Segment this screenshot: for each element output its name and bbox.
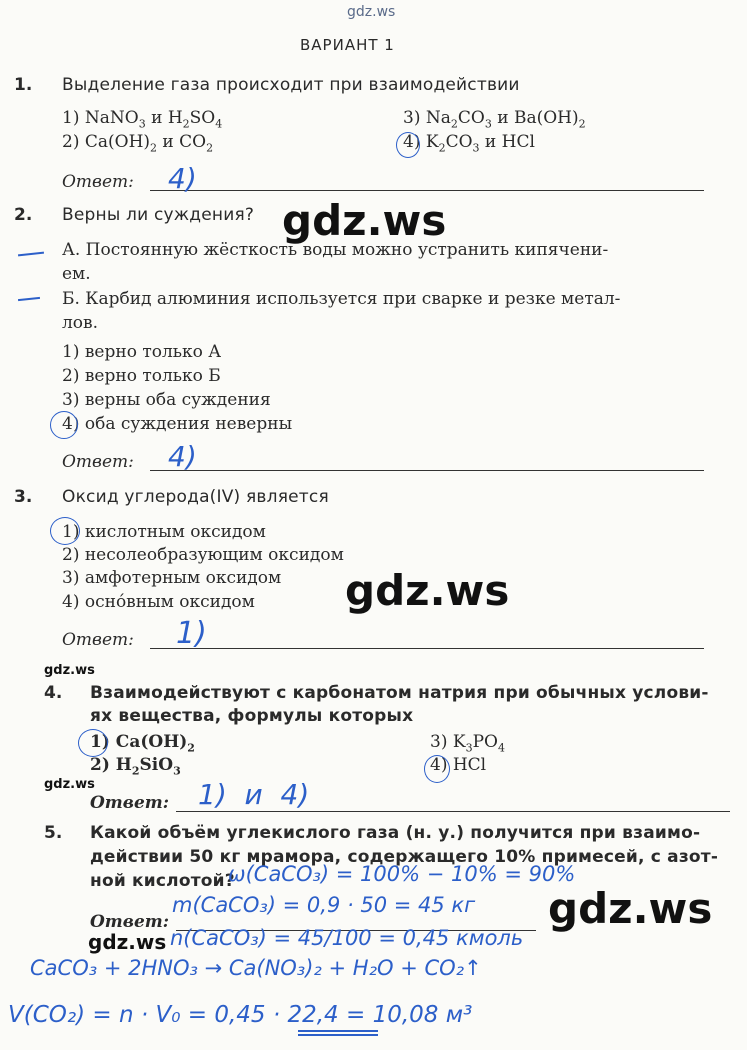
watermark-main: gdz.ws — [282, 196, 447, 245]
option-2: 2) верно только Б — [62, 366, 221, 386]
option-1: 1) кислотным оксидом — [62, 522, 266, 542]
option-2: 2) $Ca(OH)_2$ и $CO_2$ — [62, 132, 214, 155]
answer-circle — [396, 132, 420, 158]
answer-circle — [50, 517, 80, 545]
page-title: ВАРИАНТ 1 — [300, 36, 395, 54]
option-1: 1) $Ca(OH)_2$ — [90, 732, 195, 755]
question-text: Оксид углерода(IV) является — [62, 487, 329, 507]
option-1: 1) верно только А — [62, 342, 222, 362]
answer-circle — [78, 729, 108, 757]
answer-line — [176, 811, 730, 812]
answer-line — [150, 470, 704, 471]
handwritten-solution: CaCO₃ + 2HNO₃ → Ca(NO₃)₂ + H₂O + CO₂↑ — [30, 956, 482, 980]
question-text: Взаимодействуют с карбонатом натрия при обычных услови- — [90, 683, 709, 703]
option-4: 4) HCl — [430, 755, 487, 775]
answer-label: Ответ: — [90, 912, 170, 932]
check-mark — [18, 297, 40, 301]
result-underline — [298, 1030, 378, 1032]
option-3: 3) $K_3PO_4$ — [430, 732, 505, 755]
option-2: 2) $H_2SiO_3$ — [90, 755, 181, 778]
handwritten-solution: m(CaCO₃) = 0,9 · 50 = 45 кг — [172, 893, 476, 917]
question-text: ях вещества, формулы которых — [90, 706, 414, 726]
question-number: 3. — [14, 487, 33, 507]
option-4: 4) осно́вным оксидом — [62, 592, 255, 612]
answer-label: Ответ: — [62, 172, 134, 192]
option-3: 3) верны оба суждения — [62, 390, 271, 410]
statement-a: А. Постоянную жёсткость воды можно устранить кипячени- — [62, 240, 609, 260]
handwritten-solution: V(CO₂) = n · V₀ = 0,45 · 22,4 = 10,08 м³ — [8, 1002, 473, 1028]
watermark-top: gdz.ws — [347, 4, 396, 20]
answer-line — [150, 190, 704, 191]
handwritten-solution: ω(CaCO₃) = 100% − 10% = 90% — [228, 862, 576, 886]
question-text: Выделение газа происходит при взаимодействии — [62, 75, 520, 95]
question-number: 5. — [44, 823, 63, 843]
question-text: Какой объём углекислого газа (н. у.) получится при взаимо- — [90, 823, 701, 843]
statement-b: Б. Карбид алюминия используется при сварке и резке метал- — [62, 289, 621, 309]
watermark-small: gdz.ws — [44, 777, 95, 792]
answer-circle — [50, 411, 78, 439]
handwritten-answer: 4) — [168, 162, 197, 195]
answer-line — [150, 648, 704, 649]
answer-label: Ответ: — [62, 630, 134, 650]
statement-a: ем. — [62, 264, 91, 284]
option-1: 1) NaNO$_3$ и $H_2SO_4$ — [62, 108, 223, 131]
handwritten-answer: 1) — [176, 616, 207, 651]
watermark-small: gdz.ws — [44, 663, 95, 678]
handwritten-solution: n(CaCO₃) = 45/100 = 0,45 кмоль — [170, 926, 524, 950]
answer-circle — [424, 755, 450, 783]
question-text: действии 50 кг мрамора, содержащего 10% примесей, с азот- — [90, 847, 719, 867]
watermark-small: gdz.ws — [88, 930, 167, 954]
answer-label: Ответ: — [90, 793, 170, 813]
handwritten-answer: 1) и 4) — [198, 778, 310, 811]
question-number: 2. — [14, 205, 33, 225]
option-4: 4) оба суждения неверны — [62, 414, 293, 434]
check-mark — [18, 252, 44, 257]
option-4: 4) $K_2CO_3$ и HCl — [403, 132, 535, 155]
watermark-main: gdz.ws — [345, 566, 510, 615]
question-text: Верны ли суждения? — [62, 205, 255, 225]
statement-b: лов. — [62, 313, 99, 333]
question-text: ной кислотой? — [90, 871, 235, 891]
result-underline — [298, 1034, 378, 1036]
watermark-main: gdz.ws — [548, 884, 713, 933]
answer-label: Ответ: — [62, 452, 134, 472]
option-3: 3) амфотерным оксидом — [62, 568, 282, 588]
handwritten-answer: 4) — [168, 440, 197, 473]
option-2: 2) несолеобразующим оксидом — [62, 545, 344, 565]
option-3: 3) $Na_2CO_3$ и $Ba(OH)_2$ — [403, 108, 586, 131]
question-number: 4. — [44, 683, 63, 703]
question-number: 1. — [14, 75, 33, 95]
